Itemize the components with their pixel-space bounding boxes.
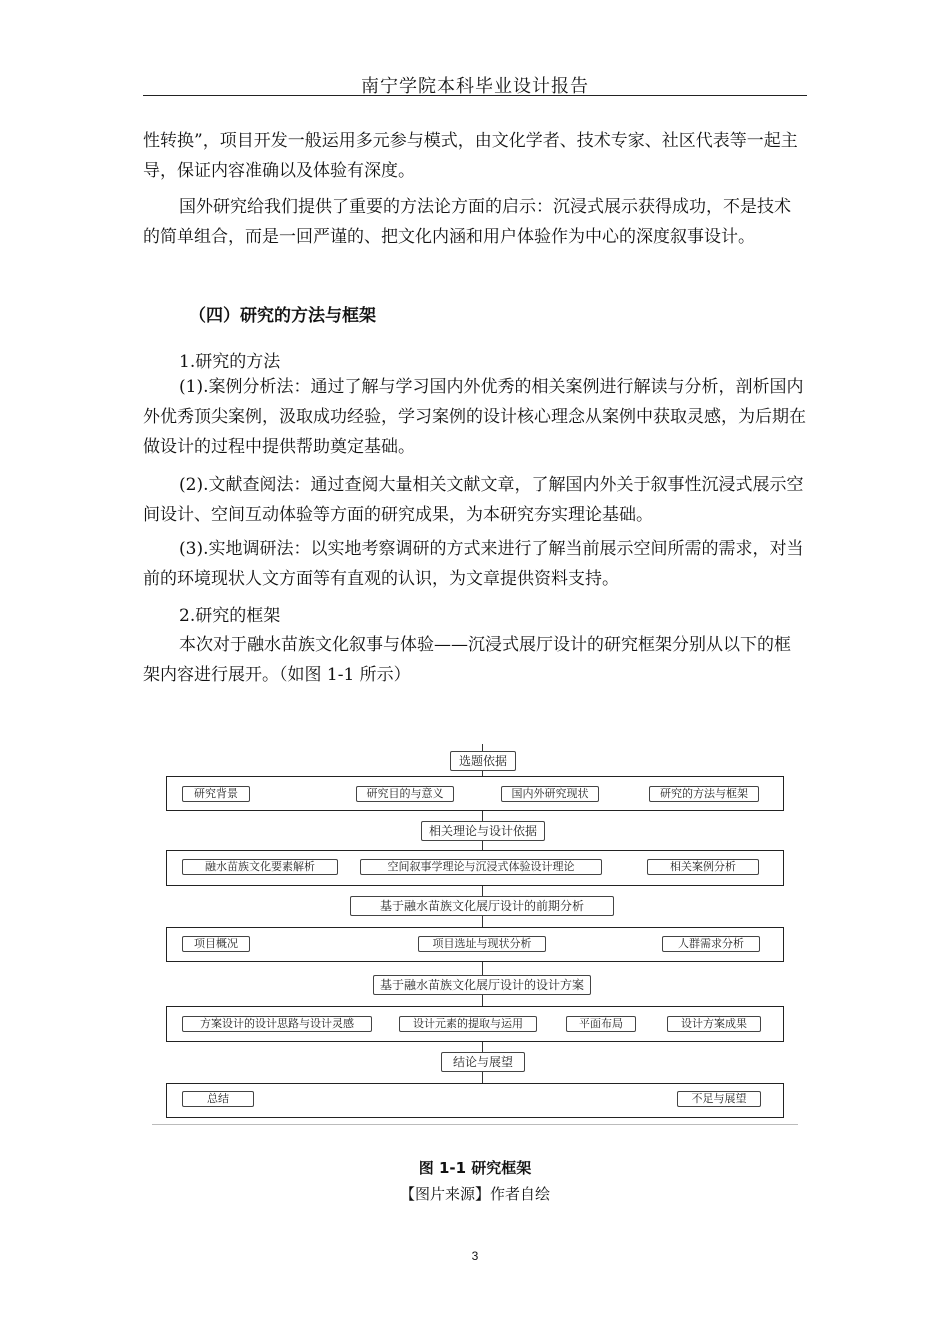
framework-text: 本次对于融水苗族文化叙事与体验——沉浸式展厅设计的研究框架分别从以下的框架内容进行展开。（如图 1-1 所示） (143, 635, 791, 685)
section-heading: （四）研究的方法与框架 (189, 306, 376, 326)
framework-item: 项目概况 (182, 936, 250, 952)
framework-title: 2.研究的框架 (179, 606, 281, 626)
framework-item: 空间叙事学理论与沉浸式体验设计理论 (360, 859, 602, 875)
page-header: 南宁学院本科毕业设计报告 (361, 76, 589, 97)
framework-item: 设计方案成果 (667, 1016, 761, 1032)
framework-item: 设计元素的提取与运用 (399, 1016, 537, 1032)
framework-item: 平面布局 (566, 1016, 636, 1032)
connector (482, 961, 483, 976)
paragraph-2: 国外研究给我们提供了重要的方法论方面的启示：沉浸式展示获得成功，不是技术的简单组合，而是一回严谨的、把文化内涵和用户体验作为中心的深度叙事设计。 (143, 197, 791, 247)
method-2: (2).文献查阅法：通过查阅大量相关文献文章，了解国内外关于叙事性沉浸式展示空间设计、空间互动体验等方面的研究成果，为本研究夯实理论基础。 (143, 475, 804, 525)
framework-item: 研究的方法与框架 (649, 786, 759, 802)
stage-box: 选题依据 (450, 751, 516, 771)
framework-item: 总结 (182, 1091, 254, 1107)
framework-item: 相关案例分析 (647, 859, 759, 875)
stage-box: 结论与展望 (441, 1052, 525, 1072)
figure-bottom-rule (152, 1124, 798, 1125)
framework-item: 不足与展望 (677, 1091, 761, 1107)
figure-caption: 图 1-1 研究框架 (418, 1159, 532, 1177)
stage-box: 相关理论与设计依据 (421, 821, 545, 841)
header-rule (143, 95, 807, 96)
framework-item: 研究目的与意义 (356, 786, 454, 802)
framework-item: 融水苗族文化要素解析 (182, 859, 338, 875)
framework-item: 方案设计的设计思路与设计灵感 (182, 1016, 372, 1032)
framework-item: 项目选址与现状分析 (418, 936, 546, 952)
paragraph-1: 性转换”，项目开发一般运用多元参与模式，由文化学者、技术专家、社区代表等一起主导，保证内容准确以及体验有深度。 (143, 131, 798, 181)
method-1: (1).案例分析法：通过了解与学习国内外优秀的相关案例进行解读与分析，剖析国内外优秀顶尖案例，汲取成功经验，学习案例的设计核心理念从案例中获取灵感，为后期在做设计的过程中提供帮助奠定基础。 (143, 377, 806, 457)
figure-source: 【图片来源】作者自绘 (399, 1185, 550, 1203)
method-3: (3).实地调研法：以实地考察调研的方式来进行了解当前展示空间所需的需求，对当前的环境现状人文方面等有直观的认识，为文章提供资料支持。 (143, 539, 804, 589)
stage-box: 基于融水苗族文化展厅设计的前期分析 (350, 896, 614, 916)
framework-item: 人群需求分析 (662, 936, 760, 952)
page-number: 3 (471, 1249, 479, 1263)
stage-box: 基于融水苗族文化展厅设计的设计方案 (373, 975, 591, 995)
method-title: 1.研究的方法 (179, 352, 281, 372)
framework-item: 研究背景 (182, 786, 250, 802)
framework-item: 国内外研究现状 (501, 786, 599, 802)
